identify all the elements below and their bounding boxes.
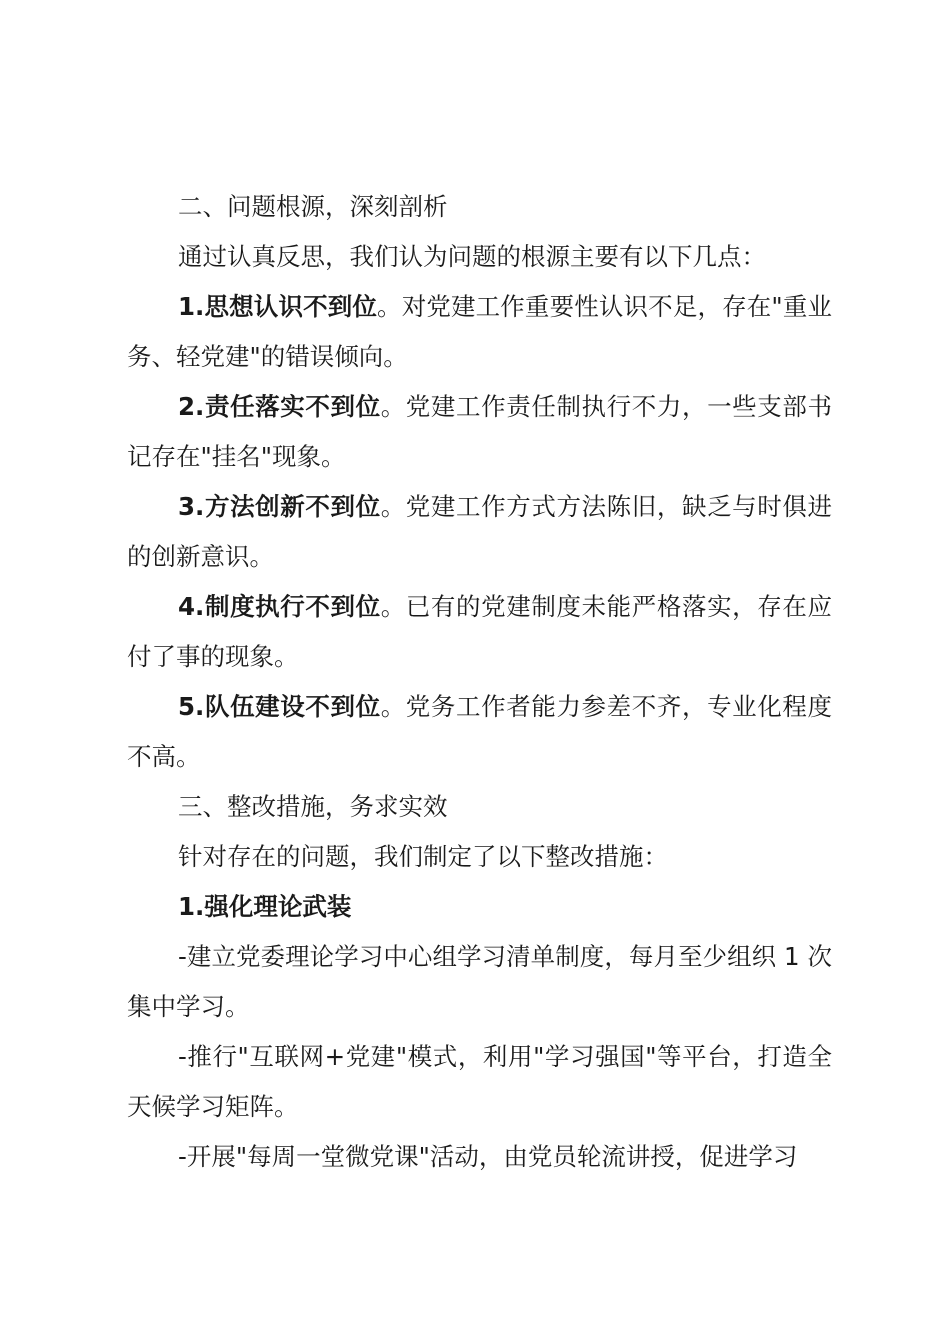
cause-item-title: 4.制度执行不到位 <box>178 592 381 621</box>
cause-item-text: 。对党建工作重要性认识不足，存在"重业务、轻党建"的错误倾向。 <box>127 292 832 371</box>
measure-bullet: -推行"互联网+党建"模式，利用"学习强国"等平台，打造全天候学习矩阵。 <box>127 1042 832 1121</box>
cause-item-title: 5.队伍建设不到位 <box>178 692 381 721</box>
document-body <box>127 182 832 1182</box>
section-heading: 三、整改措施，务求实效 <box>178 792 448 821</box>
measure-bullet: -建立党委理论学习中心组学习清单制度，每月至少组织 1 次集中学习。 <box>127 942 832 1021</box>
body-paragraph: 通过认真反思，我们认为问题的根源主要有以下几点： <box>178 242 766 271</box>
cause-item-1 <box>127 282 832 382</box>
cause-item-text: 。党建工作方式方法陈旧，缺乏与时俱进的创新意识。 <box>127 492 832 571</box>
cause-item-title: 1.思想认识不到位 <box>178 292 378 321</box>
measure-bullet: -开展"每周一堂微党课"活动，由党员轮流讲授，促进学习 <box>178 1142 798 1171</box>
cause-item-text: 。党务工作者能力参差不齐，专业化程度不高。 <box>127 692 832 771</box>
measure-subheading: 1.强化理论武装 <box>178 892 352 921</box>
cause-item-2 <box>127 382 832 482</box>
cause-item-5 <box>127 682 832 782</box>
cause-item-text: 。党建工作责任制执行不力，一些支部书记存在"挂名"现象。 <box>127 392 832 471</box>
cause-item-title: 3.方法创新不到位 <box>178 492 381 521</box>
cause-item-4 <box>127 582 832 682</box>
cause-item-title: 2.责任落实不到位 <box>178 392 381 421</box>
cause-item-text: 。已有的党建制度未能严格落实，存在应付了事的现象。 <box>127 592 832 671</box>
cause-item-3 <box>127 482 832 582</box>
section-heading: 二、问题根源，深刻剖析 <box>178 192 448 221</box>
body-paragraph: 针对存在的问题，我们制定了以下整改措施： <box>178 842 668 871</box>
